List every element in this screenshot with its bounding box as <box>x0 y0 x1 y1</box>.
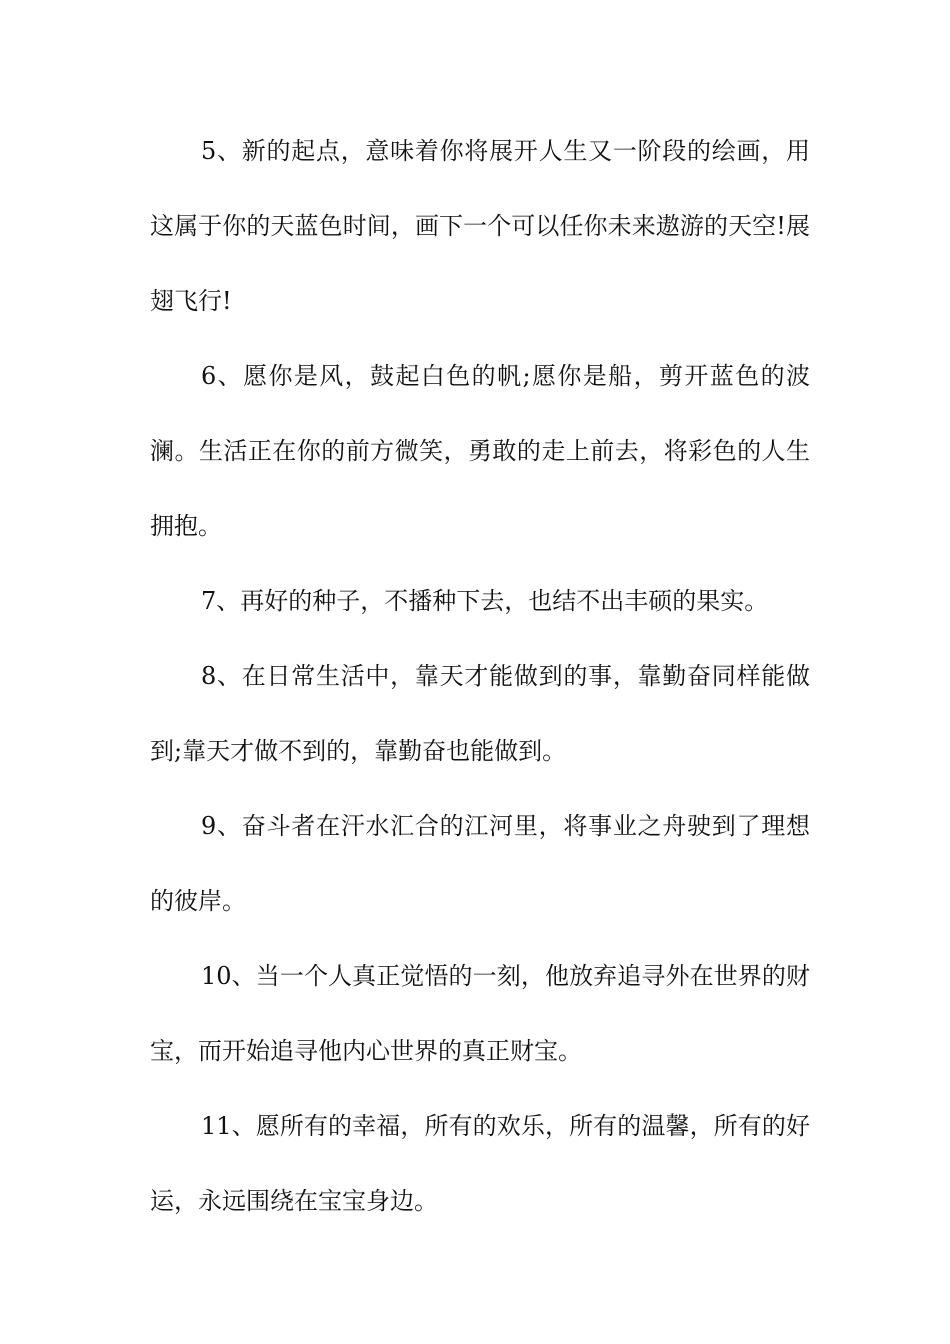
paragraph-8: 8、在日常生活中，靠天才能做到的事，靠勤奋同样能做到;靠天才做不到的，靠勤奋也能做到。 <box>150 662 810 765</box>
paragraph-6: 6、愿你是风，鼓起白色的帆;愿你是船，剪开蓝色的波澜。生活正在你的前方微笑，勇敢的走上前去，将彩色的人生拥抱。 <box>150 362 810 540</box>
paragraph-7: 7、再好的种子，不播种下去，也结不出丰硕的果实。 <box>201 587 769 615</box>
document-body <box>150 114 810 1239</box>
paragraph-5: 5、新的起点，意味着你将展开人生又一阶段的绘画，用这属于你的天蓝色时间，画下一个可以任你未来遨游的天空!展翅飞行! <box>150 137 810 315</box>
paragraph-10: 10、当一个人真正觉悟的一刻，他放弃追寻外在世界的财宝，而开始追寻他内心世界的真正财宝。 <box>150 962 810 1065</box>
paragraph-11: 11、愿所有的幸福，所有的欢乐，所有的温馨，所有的好运，永远围绕在宝宝身边。 <box>150 1112 810 1215</box>
paragraph-9: 9、奋斗者在汗水汇合的江河里，将事业之舟驶到了理想的彼岸。 <box>150 812 810 915</box>
